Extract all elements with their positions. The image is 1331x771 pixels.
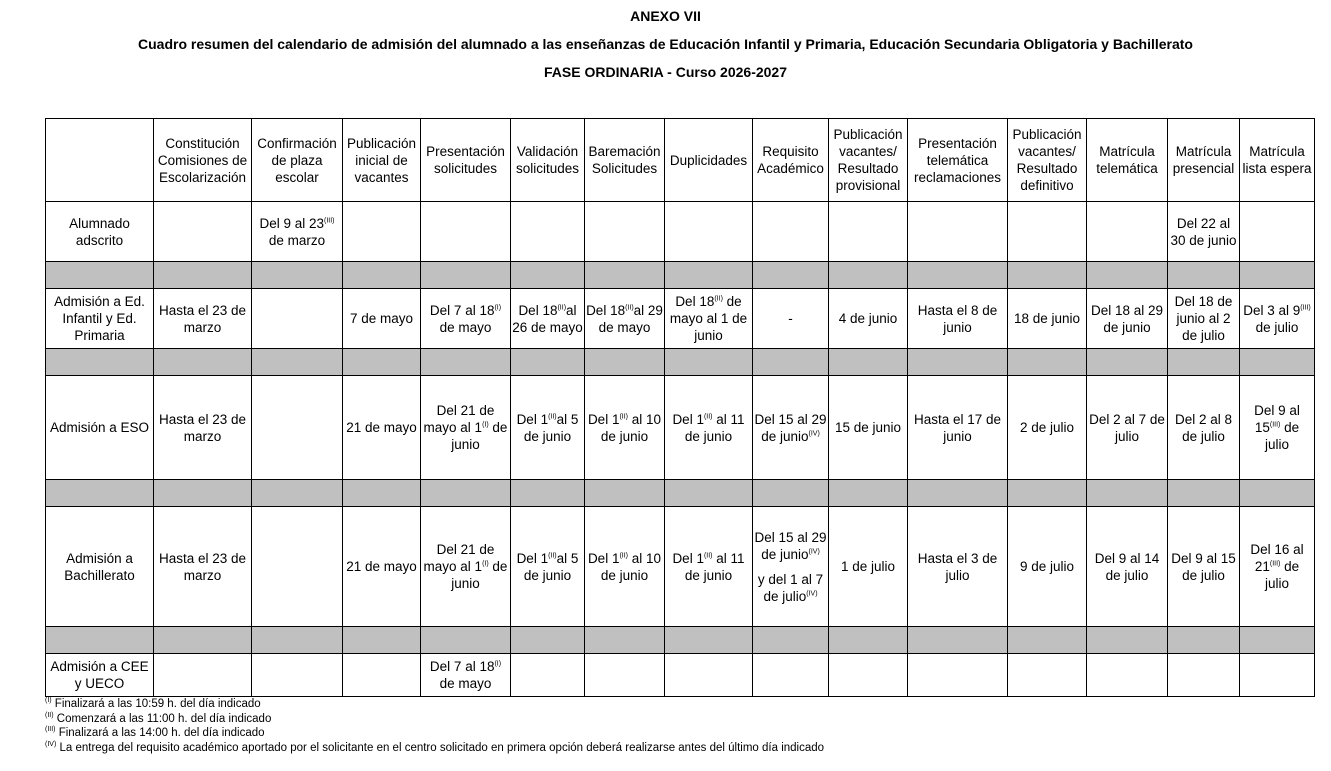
column-header: Matrícula presencial xyxy=(1168,119,1240,202)
table-cell: - xyxy=(753,289,829,349)
page-subtitle: Cuadro resumen del calendario de admisión del alumnado a las enseñanzas de Educación Infantil y Primaria, Educación Secundaria Obligatoria y Bachillerato xyxy=(138,36,1193,52)
table-row xyxy=(46,202,1315,262)
separator-cell xyxy=(252,627,343,654)
separator-cell xyxy=(1240,349,1315,376)
footnote xyxy=(45,712,824,727)
footnote-mark: (III) xyxy=(45,726,56,734)
separator-cell xyxy=(154,480,252,507)
table-cell: Hasta el 23 de marzo xyxy=(154,289,252,349)
table-cell xyxy=(252,654,343,697)
separator-cell xyxy=(585,627,665,654)
table-row xyxy=(46,507,1315,627)
table-cell: Del 16 al $21^{(III)}$ de julio xyxy=(1240,507,1315,627)
separator-cell xyxy=(46,349,154,376)
separator-cell xyxy=(46,627,154,654)
separator-cell xyxy=(1240,262,1315,289)
table-cell xyxy=(908,654,1008,697)
column-header: Publicación vacantes/ Resultado definitivo xyxy=(1008,119,1087,202)
footnote-text: Finalizará a las 10:59 h. del día indicado xyxy=(51,698,261,710)
table-cell: 18 de junio xyxy=(1008,289,1087,349)
table-cell: Del $18^{(II)}$ de mayo al 1 de junio xyxy=(665,289,753,349)
table-cell xyxy=(154,654,252,697)
separator-cell xyxy=(1087,627,1168,654)
table-cell: Del 2 al 7 de julio xyxy=(1087,376,1168,480)
table-cell: Del 3 al $9^{(III)}$ de julio xyxy=(1240,289,1315,349)
table-cell xyxy=(665,654,753,697)
table-cell xyxy=(753,202,829,262)
table-cell: Del $1^{(II)}$ al 11 de junio xyxy=(665,507,753,627)
table-cell: Del $1^{(II)}$ al 10 de junio xyxy=(585,376,665,480)
column-header: Presentación telemática reclamaciones xyxy=(908,119,1008,202)
header-row xyxy=(46,119,1315,202)
separator-cell xyxy=(252,349,343,376)
row-label: Admisión a Ed. Infantil y Ed. Primaria xyxy=(46,289,154,349)
table-cell xyxy=(252,289,343,349)
separator-cell xyxy=(829,480,908,507)
table-cell xyxy=(908,202,1008,262)
table-cell: Hasta el 3 de julio xyxy=(908,507,1008,627)
row-label: Admisión a ESO xyxy=(46,376,154,480)
separator-cell xyxy=(829,262,908,289)
separator-cell xyxy=(46,262,154,289)
separator-cell xyxy=(421,349,511,376)
table-cell xyxy=(1087,202,1168,262)
separator-cell xyxy=(1168,349,1240,376)
footnote-mark: (IV) xyxy=(45,740,57,748)
table-cell: Del 9 al 14 de julio xyxy=(1087,507,1168,627)
separator-cell xyxy=(511,480,585,507)
footnote-mark: (I) xyxy=(45,697,52,705)
column-header: Constitución Comisiones de Escolarización xyxy=(154,119,252,202)
table-cell xyxy=(829,202,908,262)
table-cell xyxy=(421,202,511,262)
phase-title: FASE ORDINARIA - Curso 2026-2027 xyxy=(544,64,787,80)
table-cell xyxy=(252,507,343,627)
table-cell xyxy=(343,202,421,262)
column-header: Publicación inicial de vacantes xyxy=(343,119,421,202)
table-cell: Del 9 al 15 de julio xyxy=(1168,507,1240,627)
column-header: Matrícula telemática xyxy=(1087,119,1168,202)
footnote xyxy=(45,697,824,712)
table-cell: Del 15 al 29 de junio$^{(IV)}$ xyxy=(753,376,829,480)
table-cell: Del 18 al 29 de junio xyxy=(1087,289,1168,349)
separator-cell xyxy=(753,627,829,654)
table-cell xyxy=(1087,654,1168,697)
table-cell: 21 de mayo xyxy=(343,376,421,480)
separator-cell xyxy=(511,262,585,289)
separator-row xyxy=(46,480,1315,507)
table-cell: Hasta el 23 de marzo xyxy=(154,376,252,480)
table-cell: Del 22 al 30 de junio xyxy=(1168,202,1240,262)
table-cell: Del $18^{(II)}al$ 26 de mayo xyxy=(511,289,585,349)
row-label: Alumnado adscrito xyxy=(46,202,154,262)
table-cell: 7 de mayo xyxy=(343,289,421,349)
row-label: Admisión a Bachillerato xyxy=(46,507,154,627)
column-header: Publicación vacantes/ Resultado provisional xyxy=(829,119,908,202)
table-cell: 9 de julio xyxy=(1008,507,1087,627)
table-cell: Del 18 de junio al 2 de julio xyxy=(1168,289,1240,349)
separator-cell xyxy=(829,627,908,654)
separator-cell xyxy=(511,627,585,654)
table-cell xyxy=(585,202,665,262)
table-cell xyxy=(511,202,585,262)
table-cell xyxy=(343,654,421,697)
separator-cell xyxy=(154,627,252,654)
separator-cell xyxy=(343,480,421,507)
separator-cell xyxy=(154,349,252,376)
separator-cell xyxy=(421,262,511,289)
separator-cell xyxy=(1008,627,1087,654)
table-cell: Del 21 de mayo al $1^{(I)}$ de junio xyxy=(421,507,511,627)
table-row xyxy=(46,654,1315,697)
separator-cell xyxy=(753,480,829,507)
separator-cell xyxy=(665,627,753,654)
separator-cell xyxy=(1087,349,1168,376)
table-cell xyxy=(511,654,585,697)
table-cell xyxy=(1008,654,1087,697)
admission-calendar-table xyxy=(45,118,1315,697)
table-cell: Del 7 al $18^{(I)}$ de mayo xyxy=(421,289,511,349)
separator-cell xyxy=(908,480,1008,507)
table-row xyxy=(46,289,1315,349)
table-cell: Hasta el 8 de junio xyxy=(908,289,1008,349)
separator-row xyxy=(46,627,1315,654)
separator-cell xyxy=(46,480,154,507)
table-cell: Del 15 al 29 de junio$^{(IV)}$ y del 1 al 7 de julio$^{(IV)}$ xyxy=(753,507,829,627)
table-cell xyxy=(829,654,908,697)
row-label: Admisión a CEE y UECO xyxy=(46,654,154,697)
separator-cell xyxy=(908,349,1008,376)
table-cell: Del 2 al 8 de julio xyxy=(1168,376,1240,480)
separator-cell xyxy=(1008,480,1087,507)
table-cell: Hasta el 17 de junio xyxy=(908,376,1008,480)
table-cell xyxy=(1168,654,1240,697)
separator-cell xyxy=(343,349,421,376)
separator-cell xyxy=(1087,480,1168,507)
column-header: Presentación solicitudes xyxy=(421,119,511,202)
table-cell xyxy=(154,202,252,262)
table-cell: Hasta el 23 de marzo xyxy=(154,507,252,627)
separator-cell xyxy=(908,627,1008,654)
separator-cell xyxy=(1008,349,1087,376)
footnotes xyxy=(45,697,824,755)
table-cell: Del $1^{(II)}al$ 5 de junio xyxy=(511,507,585,627)
table-cell: Del $18^{(II)}al$ 29 de mayo xyxy=(585,289,665,349)
footnote-text: La entrega del requisito académico aportado por el solicitante en el centro solicitado en primera opción deberá realizarse antes del último día indicado xyxy=(56,741,825,754)
separator-cell xyxy=(1240,627,1315,654)
table-cell: Del 9 al $15^{(III)}$ de julio xyxy=(1240,376,1315,480)
separator-cell xyxy=(154,262,252,289)
table-cell xyxy=(1240,654,1315,697)
footnote xyxy=(45,741,824,756)
separator-cell xyxy=(908,262,1008,289)
table-cell: 15 de junio xyxy=(829,376,908,480)
footnote-mark: (II) xyxy=(45,711,54,719)
footnote-text: Finalizará a las 14:00 h. del día indicado xyxy=(55,727,265,739)
separator-cell xyxy=(585,349,665,376)
table-cell: 4 de junio xyxy=(829,289,908,349)
table-cell: 2 de julio xyxy=(1008,376,1087,480)
separator-cell xyxy=(421,627,511,654)
separator-cell xyxy=(343,262,421,289)
footnote-text: Comenzará a las 11:00 h. del día indicado xyxy=(53,712,272,725)
column-header: Validación solicitudes xyxy=(511,119,585,202)
separator-cell xyxy=(665,349,753,376)
column-header: Duplicidades xyxy=(665,119,753,202)
separator-cell xyxy=(753,262,829,289)
separator-cell xyxy=(511,349,585,376)
table-cell xyxy=(665,202,753,262)
table-cell: Del 9 al $23^{(III)}$ de marzo xyxy=(252,202,343,262)
table-cell xyxy=(1240,202,1315,262)
separator-cell xyxy=(585,262,665,289)
separator-cell xyxy=(1168,262,1240,289)
column-header: Confirmación de plaza escolar xyxy=(252,119,343,202)
table-cell xyxy=(252,376,343,480)
table-cell: Del $1^{(II)}$ al 10 de junio xyxy=(585,507,665,627)
separator-cell xyxy=(252,262,343,289)
table-row xyxy=(46,376,1315,480)
separator-row xyxy=(46,262,1315,289)
separator-cell xyxy=(665,480,753,507)
page-title: ANEXO VII xyxy=(630,8,701,24)
table-cell xyxy=(585,654,665,697)
separator-cell xyxy=(252,480,343,507)
table-cell: Del 21 de mayo al $1^{(I)}$ de junio xyxy=(421,376,511,480)
footnote xyxy=(45,726,824,741)
separator-cell xyxy=(1087,262,1168,289)
column-header: Matrícula lista espera xyxy=(1240,119,1315,202)
column-header xyxy=(46,119,154,202)
separator-row xyxy=(46,349,1315,376)
table-cell: Del $1^{(II)}$ al 11 de junio xyxy=(665,376,753,480)
separator-cell xyxy=(1240,480,1315,507)
separator-cell xyxy=(665,262,753,289)
column-header: Requisito Académico xyxy=(753,119,829,202)
separator-cell xyxy=(585,480,665,507)
table-cell: Del $1^{(II)}al$ 5 de junio xyxy=(511,376,585,480)
table-cell: 1 de julio xyxy=(829,507,908,627)
table-cell xyxy=(753,654,829,697)
separator-cell xyxy=(753,349,829,376)
separator-cell xyxy=(343,627,421,654)
separator-cell xyxy=(1168,480,1240,507)
table-cell: 21 de mayo xyxy=(343,507,421,627)
separator-cell xyxy=(829,349,908,376)
separator-cell xyxy=(1168,627,1240,654)
table-cell: Del 7 al $18^{(I)}$ de mayo xyxy=(421,654,511,697)
separator-cell xyxy=(421,480,511,507)
table-cell xyxy=(1008,202,1087,262)
column-header: Baremación Solicitudes xyxy=(585,119,665,202)
separator-cell xyxy=(1008,262,1087,289)
